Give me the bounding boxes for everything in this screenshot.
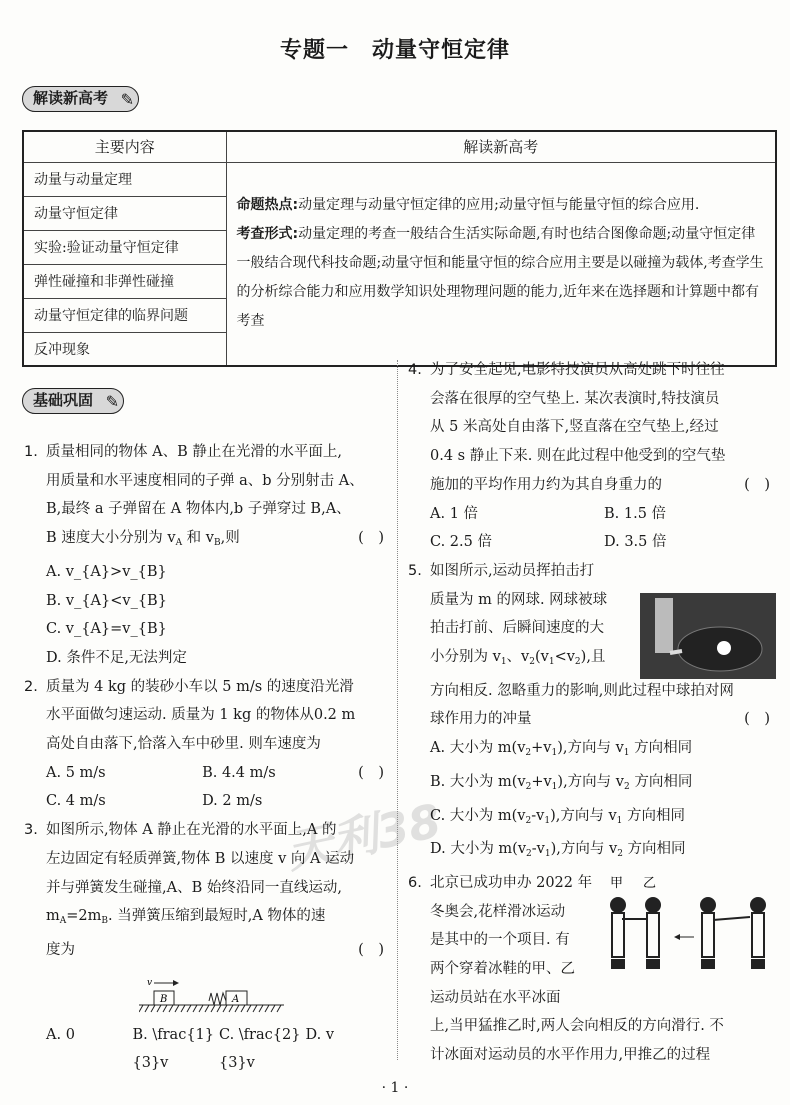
question-text: 两个穿着冰鞋的甲、乙 xyxy=(430,961,575,978)
question-line xyxy=(408,1041,778,1070)
answer-blank[interactable]: ( ) xyxy=(358,941,384,958)
pencil-icon: ✎ xyxy=(120,90,135,109)
option[interactable]: C. 2.5 倍 xyxy=(430,534,492,551)
form-label: 考查形式: xyxy=(236,226,299,243)
question-text: 质量为 4 kg 的装砂小车以 5 m/s 的速度沿光滑 xyxy=(46,678,354,695)
option[interactable]: D. v xyxy=(305,1026,335,1043)
topic-item: 实验:验证动量守恒定律 xyxy=(23,230,226,264)
question-text: 冬奥会,花样滑冰运动 xyxy=(430,903,566,920)
label-yi: 乙 xyxy=(643,875,657,891)
question-text: 运动员站在水平冰面 xyxy=(430,989,561,1006)
question-line xyxy=(24,902,392,936)
form-text: 动量定理的考查一般结合生活实际命题,有时也结合图像命题;动量守恒定律一般结合现代科技命题;动量守恒和能量守恒的综合应用主要是以碰撞为载体,考查学生的分析综合能力和应用数学知识处理物理问题的能力,近年来在选择题和计算题中都有考查 xyxy=(236,226,764,330)
right-column xyxy=(408,356,778,1070)
option[interactable]: A. 大小为 $m(v_2+v_1)$,方向与 $v_1$ 方向相同 xyxy=(430,740,693,759)
question-text: 拍击打前、后瞬间速度的大 xyxy=(430,620,604,637)
option[interactable]: A. 5 m/s xyxy=(46,764,106,781)
question-5 xyxy=(408,557,778,869)
question-line xyxy=(24,936,392,965)
question-line xyxy=(408,385,778,414)
option[interactable]: D. 2 m/s xyxy=(202,793,263,810)
option[interactable]: C. v_{A}=v_{B} xyxy=(46,621,167,638)
option[interactable]: C. 大小为 $m(v_2-v_1)$,方向与 $v_1$ 方向相同 xyxy=(430,807,685,826)
velocity-label: v xyxy=(147,977,153,988)
question-line xyxy=(24,701,392,730)
question-2 xyxy=(24,673,392,817)
question-number: 1. xyxy=(24,444,38,460)
question-line xyxy=(408,1012,778,1041)
header-main-content: 主要内容 xyxy=(23,131,226,162)
page-number: · 1 · xyxy=(381,1080,409,1096)
interpretation-cell xyxy=(226,162,776,366)
question-line xyxy=(24,467,392,496)
question-line xyxy=(24,730,392,759)
option[interactable]: B. 4.4 m/s xyxy=(202,764,276,781)
question-3 xyxy=(24,816,392,1078)
options xyxy=(408,500,778,557)
option[interactable]: A. 1 倍 xyxy=(430,505,479,522)
question-line xyxy=(408,557,778,586)
question-number: 2. xyxy=(24,678,38,695)
question-text: B 速度大小分别为 $v_A$ 和 $v_B$,则 xyxy=(46,530,240,549)
option[interactable]: D. 大小为 $m(v_2-v_1)$,方向与 $v_2$ 方向相同 xyxy=(430,841,686,860)
answer-blank[interactable]: ( ) xyxy=(358,764,384,781)
pencil-icon: ✎ xyxy=(105,392,120,411)
watermark-logo: 天利38 xyxy=(281,793,446,879)
page-title: 专题一 动量守恒定律 xyxy=(279,38,510,63)
question-line xyxy=(408,705,778,734)
question-line xyxy=(24,845,392,874)
overview-table xyxy=(22,130,777,367)
collision-diagram xyxy=(24,965,392,1021)
answer-blank[interactable]: ( ) xyxy=(358,530,384,547)
option[interactable]: D. 3.5 倍 xyxy=(604,534,667,551)
spring xyxy=(209,993,226,1005)
topic-item: 动量与动量定理 xyxy=(23,162,226,196)
option[interactable]: B. 大小为 $m(v_2+v_1)$,方向与 $v_2$ 方向相同 xyxy=(430,773,693,792)
question-text: 质量相同的物体 A、B 静止在光滑的水平面上, xyxy=(46,444,342,460)
hot-text: 动量定理与动量守恒定律的应用;动量守恒与能量守恒的综合应用. xyxy=(298,197,700,214)
question-text: 用质量和水平速度相同的子弹 a、b 分别射击 A、 xyxy=(46,472,364,489)
question-number: 4. xyxy=(408,362,422,378)
question-text: 如图所示,物体 A 静止在光滑的水平面上,A 的 xyxy=(46,822,337,839)
answer-blank[interactable]: ( ) xyxy=(744,711,770,728)
question-text: 质量为 m 的网球. 网球被球 xyxy=(430,591,608,608)
column-divider xyxy=(397,360,398,1060)
option[interactable]: B. 1.5 倍 xyxy=(604,505,667,522)
question-6 xyxy=(408,869,778,1070)
left-column xyxy=(24,438,392,1078)
options xyxy=(24,558,392,673)
label-jia: 甲 xyxy=(610,875,624,891)
question-1 xyxy=(24,438,392,673)
question-text: 施加的平均作用力约为其自身重力的 xyxy=(430,476,662,493)
topic-item: 动量守恒定律 xyxy=(23,196,226,230)
question-line xyxy=(24,438,392,467)
question-line xyxy=(408,413,778,442)
hot-label: 命题热点: xyxy=(236,197,299,214)
question-number: 6. xyxy=(408,874,422,891)
question-text: B,最终 a 子弹留在 A 物体内,b 子弹穿过 B,A、 xyxy=(46,501,351,518)
svg-text:B: B xyxy=(160,993,168,1005)
section-badge-interpretation xyxy=(22,86,139,112)
option[interactable]: C. \frac{2}{3}v xyxy=(219,1026,301,1072)
question-text: 0.4 s 静止下来. 则在此过程中他受到的空气垫 xyxy=(430,448,726,465)
question-text: $m_A=2m_B$. 当弹簧压缩到最短时,A 物体的速 xyxy=(46,908,326,927)
question-line xyxy=(408,356,778,385)
svg-text:A: A xyxy=(232,993,240,1005)
question-text: 从 5 米高处自由落下,竖直落在空气垫上,经过 xyxy=(430,419,719,436)
question-line xyxy=(24,816,392,845)
tennis-photo xyxy=(640,593,776,679)
question-number: 3. xyxy=(24,822,38,839)
topic-item: 动量守恒定律的临界问题 xyxy=(23,298,226,332)
question-text: 水平面做匀速运动. 质量为 1 kg 的物体从0.2 m xyxy=(46,707,356,724)
question-text: 是其中的一个项目. 有 xyxy=(430,932,570,949)
question-text: 并与弹簧发生碰撞,A、B 始终沿同一直线运动, xyxy=(46,879,342,896)
question-line xyxy=(24,495,392,524)
option[interactable]: A. 0 xyxy=(46,1026,75,1043)
option[interactable]: A. v_{A}>v_{B} xyxy=(46,563,167,580)
question-line xyxy=(24,524,392,558)
options xyxy=(24,759,358,816)
badge-label: 解读新高考 xyxy=(33,89,109,107)
option[interactable]: C. 4 m/s xyxy=(46,793,106,810)
question-text: 方向相反. 忽略重力的影响,则此过程中球拍对网 xyxy=(430,682,734,699)
section-badge-basics xyxy=(22,388,124,414)
question-4 xyxy=(408,356,778,557)
question-text: 北京已成功申办 2022 年 xyxy=(430,874,593,891)
question-line xyxy=(408,677,778,706)
question-text: 会落在很厚的空气垫上. 某次表演时,特技演员 xyxy=(430,390,720,407)
badge-label: 基础巩固 xyxy=(33,391,94,409)
question-line xyxy=(408,471,778,500)
question-text: 如图所示,运动员挥拍击打 xyxy=(430,562,595,579)
tennis-ball xyxy=(717,641,731,655)
header-interpretation: 解读新高考 xyxy=(226,131,776,162)
question-text: 小分别为 $v_1$、$v_2(v_1<v_2)$,且 xyxy=(430,649,606,668)
question-line xyxy=(24,673,392,702)
question-text: 度为 xyxy=(46,941,75,958)
question-text: 左边固定有轻质弹簧,物体 B 以速度 v 向 A 运动 xyxy=(46,850,355,867)
question-text: 上,当甲猛推乙时,两人会向相反的方向滑行. 不 xyxy=(430,1018,724,1035)
option[interactable]: D. 条件不足,无法判定 xyxy=(46,649,187,666)
option[interactable]: B. \frac{1}{3}v xyxy=(132,1026,214,1072)
question-text: 为了安全起见,电影特技演员从高处跳下时往往 xyxy=(430,362,725,378)
topic-item: 反冲现象 xyxy=(23,332,226,366)
skaters-figure xyxy=(598,875,778,995)
question-line xyxy=(24,874,392,903)
question-text: 球作用力的冲量 xyxy=(430,711,532,728)
answer-blank[interactable]: ( ) xyxy=(744,476,770,493)
options xyxy=(408,734,778,869)
question-number: 5. xyxy=(408,562,422,579)
option[interactable]: B. v_{A}<v_{B} xyxy=(46,592,167,609)
options xyxy=(24,1021,392,1078)
question-text: 高处自由落下,恰落入车中砂里. 则车速度为 xyxy=(46,736,321,753)
question-text: 计冰面对运动员的水平作用力,甲推乙的过程 xyxy=(430,1047,711,1064)
topic-item: 弹性碰撞和非弹性碰撞 xyxy=(23,264,226,298)
question-line xyxy=(408,442,778,471)
